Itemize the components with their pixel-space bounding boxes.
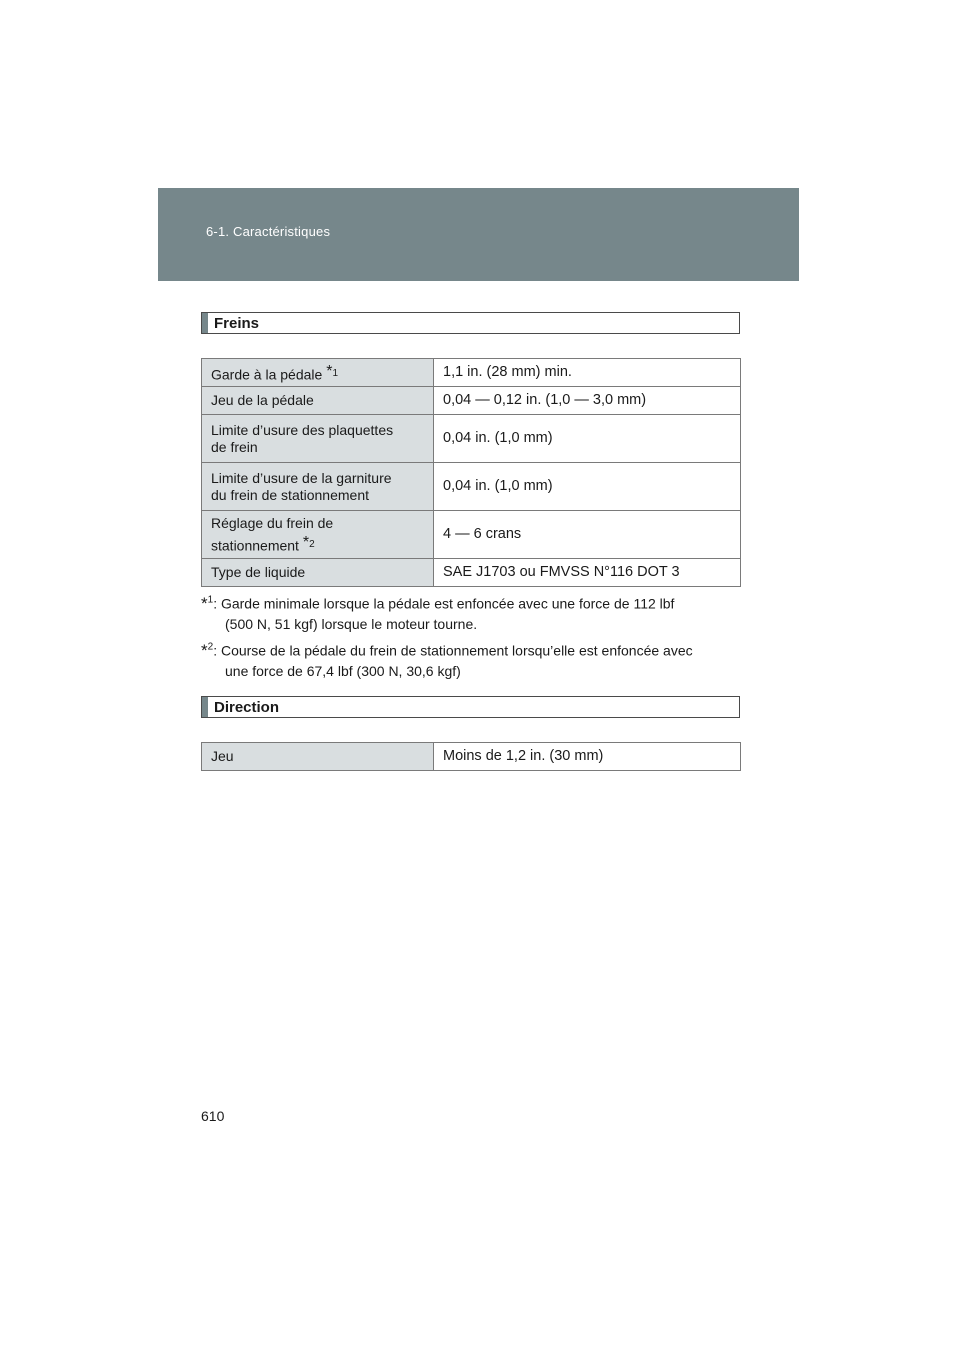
footnote-marker: *$^2$ [201,640,214,660]
section-accent-bar [202,697,208,717]
row-label: Jeu [202,743,434,771]
footnote-2: *$^2$: Course de la pédale du frein de stationnement lorsqu’elle est enfoncée avec une force de 67,4 lbf (300 N, 30,6 kgf) [201,640,693,679]
footnote-1: *$^1$: Garde minimale lorsque la pédale est enfoncée avec une force de 112 lbf (500 N, 51 kgf) lorsque le moteur tourne. [201,593,675,632]
row-value: 1,1 in. (28 mm) min. [434,359,741,387]
row-label: Limite d’usure des plaquettes de frein [202,415,434,463]
row-value: 0,04 — 0,12 in. (1,0 — 3,0 mm) [434,387,741,415]
table-row [202,743,741,771]
row-label: Limite d’usure de la garniture du frein de stationnement [202,463,434,511]
row-label: Jeu de la pédale [202,387,434,415]
footnote-marker: *$^1$ [201,593,214,613]
freins-section-header [201,312,740,334]
section-breadcrumb: 6-1. Caractéristiques [206,224,331,239]
direction-table [201,742,741,771]
table-row [202,359,741,387]
table-row [202,415,741,463]
row-label: Type de liquide [202,559,434,587]
freins-table [201,358,741,587]
row-value: SAE J1703 ou FMVSS N°116 DOT 3 [434,559,741,587]
page-number: 610 [201,1108,225,1124]
row-value: 0,04 in. (1,0 mm) [434,463,741,511]
header-band [158,188,799,281]
table-row [202,387,741,415]
row-value: 0,04 in. (1,0 mm) [434,415,741,463]
table-row [202,511,741,559]
footnote-marker: *1 [326,363,338,381]
row-value: 4 — 6 crans [434,511,741,559]
direction-section-header [201,696,740,718]
section-accent-bar [202,313,208,333]
direction-title: Direction [214,698,280,716]
table-row [202,559,741,587]
row-label: Réglage du frein de stationnement $^{*2}$ [202,511,434,559]
table-row [202,463,741,511]
footnote-marker: *2 [302,533,315,551]
freins-title: Freins [214,314,260,332]
row-value: Moins de 1,2 in. (30 mm) [434,743,741,771]
row-label: Garde à la pédale $^{*1}$ [202,359,434,387]
